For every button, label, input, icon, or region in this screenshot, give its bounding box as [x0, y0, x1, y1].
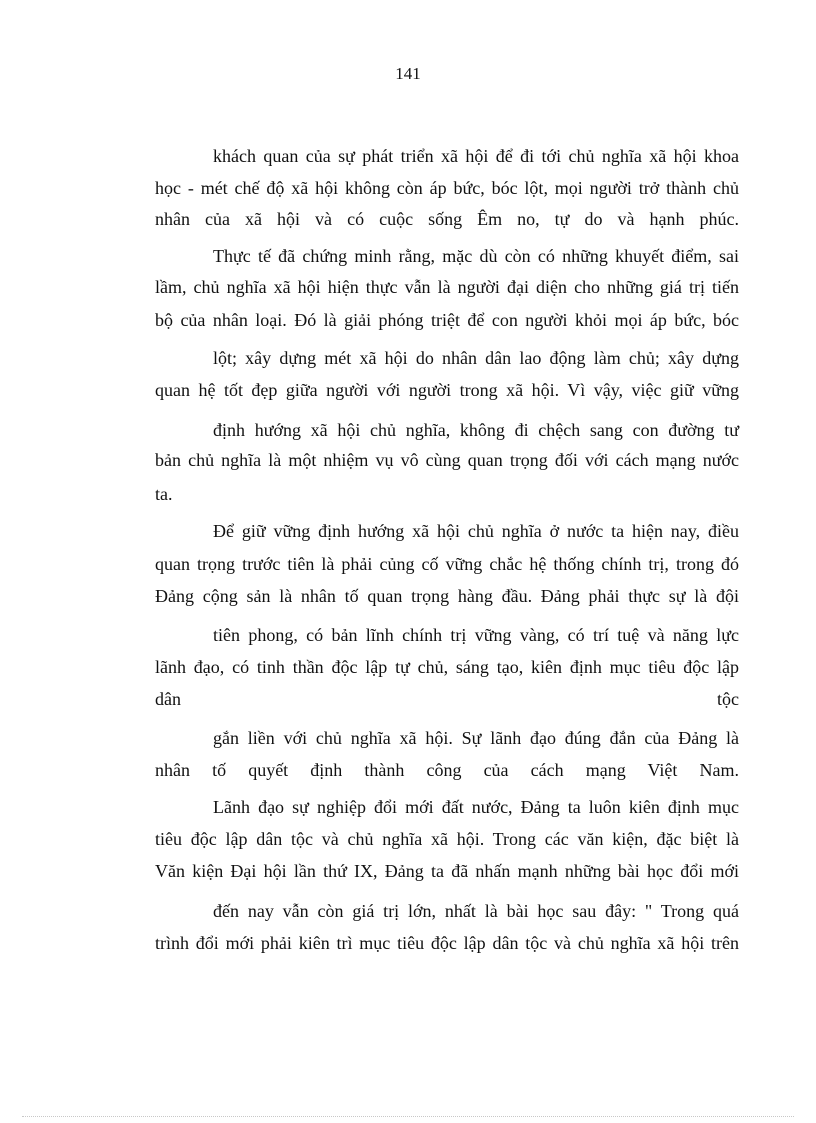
- text-line: ta.: [155, 484, 173, 504]
- text-line: nhân của xã hội và có cuộc sống Êm no, tự do và hạnh phúc.: [155, 209, 739, 229]
- text-line: gắn liền với chủ nghĩa xã hội. Sự lãnh đạo đúng đắn của Đảng là: [213, 728, 739, 748]
- text-line: Thực tế đã chứng minh rằng, mặc dù còn có những khuyết điểm, sai: [213, 246, 739, 266]
- text-line: đến nay vẫn còn giá trị lớn, nhất là bài học sau đây: " Trong quá: [213, 901, 739, 921]
- text-line: trình đổi mới phải kiên trì mục tiêu độc lập dân tộc và chủ nghĩa xã hội trên: [155, 933, 739, 953]
- text-line: bản chủ nghĩa là một nhiệm vụ vô cùng quan trọng đối với cách mạng nước: [155, 450, 739, 470]
- text-line: Đảng cộng sản là nhân tố quan trọng hàng đầu. Đảng phải thực sự là đội: [155, 586, 739, 606]
- text-line: Văn kiện Đại hội lần thứ IX, Đảng ta đã nhấn mạnh những bài học đổi mới: [155, 861, 739, 881]
- text-line: bộ của nhân loại. Đó là giải phóng triệt để con người khỏi mọi áp bức, bóc: [155, 310, 739, 330]
- text-line: quan trọng trước tiên là phải củng cố vững chắc hệ thống chính trị, trong đó: [155, 554, 739, 574]
- text-line: tiên phong, có bản lĩnh chính trị vững vàng, có trí tuệ và năng lực: [213, 625, 739, 645]
- text-line: lột; xây dựng mét xã hội do nhân dân lao động làm chủ; xây dựng: [213, 348, 739, 368]
- text-line: định hướng xã hội chủ nghĩa, không đi chệch sang con đường tư: [213, 420, 739, 440]
- text-line: quan hệ tốt đẹp giữa người với người trong xã hội. Vì vậy, việc giữ vững: [155, 380, 739, 400]
- text-line: khách quan của sự phát triển xã hội để đi tới chủ nghĩa xã hội khoa: [213, 146, 739, 166]
- text-line: Lãnh đạo sự nghiệp đổi mới đất nước, Đảng ta luôn kiên định mục: [213, 797, 739, 817]
- text-line: học - mét chế độ xã hội không còn áp bức, bóc lột, mọi người trở thành chủ: [155, 178, 739, 198]
- footer-divider: [22, 1116, 794, 1117]
- text-line: lầm, chủ nghĩa xã hội hiện thực vẫn là người đại diện cho những giá trị tiến: [155, 277, 739, 297]
- text-line: dân tộc: [155, 689, 739, 709]
- text-line: Để giữ vững định hướng xã hội chủ nghĩa ở nước ta hiện nay, điều: [213, 521, 739, 541]
- text-line: lãnh đạo, có tinh thần độc lập tự chủ, sáng tạo, kiên định mục tiêu độc lập: [155, 657, 739, 677]
- text-line: nhân tố quyết định thành công của cách mạng Việt Nam.: [155, 760, 739, 780]
- text-line: tiêu độc lập dân tộc và chủ nghĩa xã hội. Trong các văn kiện, đặc biệt là: [155, 829, 739, 849]
- page-number: 141: [395, 64, 421, 83]
